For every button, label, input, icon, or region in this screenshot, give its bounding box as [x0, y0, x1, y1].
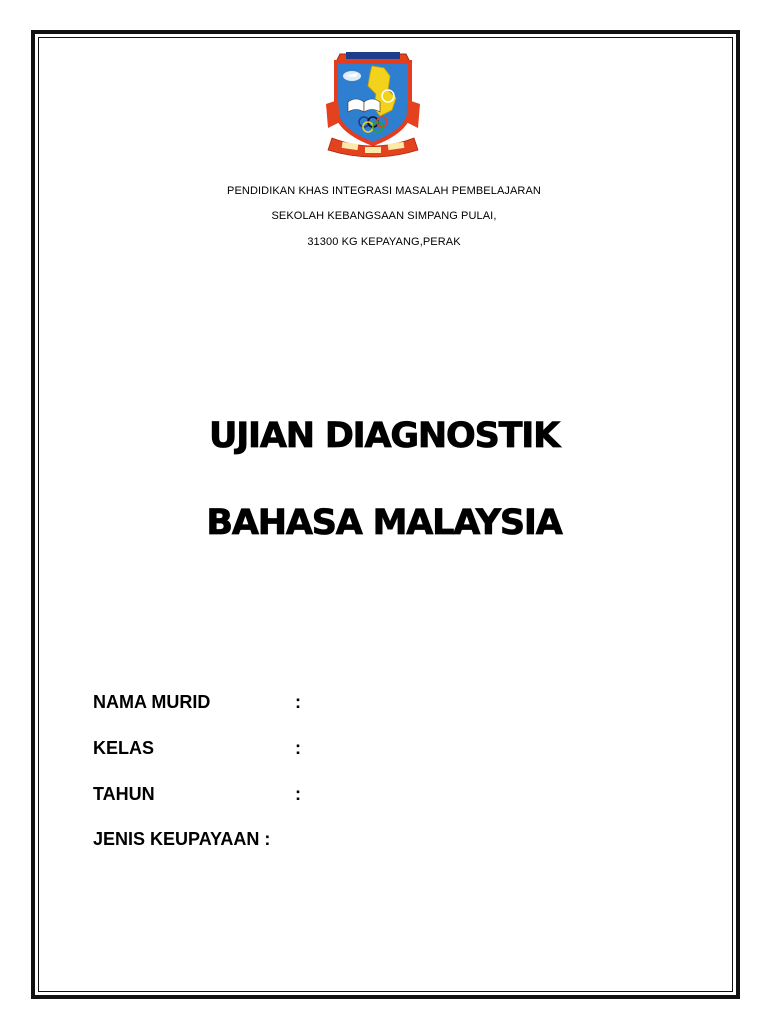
school-crest-icon — [318, 46, 428, 158]
page-border-shadow-line — [31, 997, 740, 999]
title-line-2: BAHASA MALAYSIA — [206, 503, 562, 543]
title-line-1: UJIAN DIAGNOSTIK — [209, 416, 559, 456]
field-colon-tahun: : — [295, 784, 301, 804]
school-line-1: PENDIDIKAN KHAS INTEGRASI MASALAH PEMBELAJARAN — [227, 185, 541, 197]
field-label-kelas: KELAS — [93, 738, 155, 758]
field-label-jenis-keupayaan: JENIS KEUPAYAAN : — [93, 829, 271, 849]
school-line-3: 31300 KG KEPAYANG,PERAK — [307, 236, 461, 248]
school-line-2: SEKOLAH KEBANGSAAN SIMPANG PULAI, — [271, 210, 497, 222]
field-label-nama-murid: NAMA MURID — [93, 692, 211, 712]
field-colon-nama-murid: : — [295, 692, 301, 712]
field-colon-kelas: : — [295, 738, 301, 758]
field-label-tahun: TAHUN — [93, 784, 155, 804]
